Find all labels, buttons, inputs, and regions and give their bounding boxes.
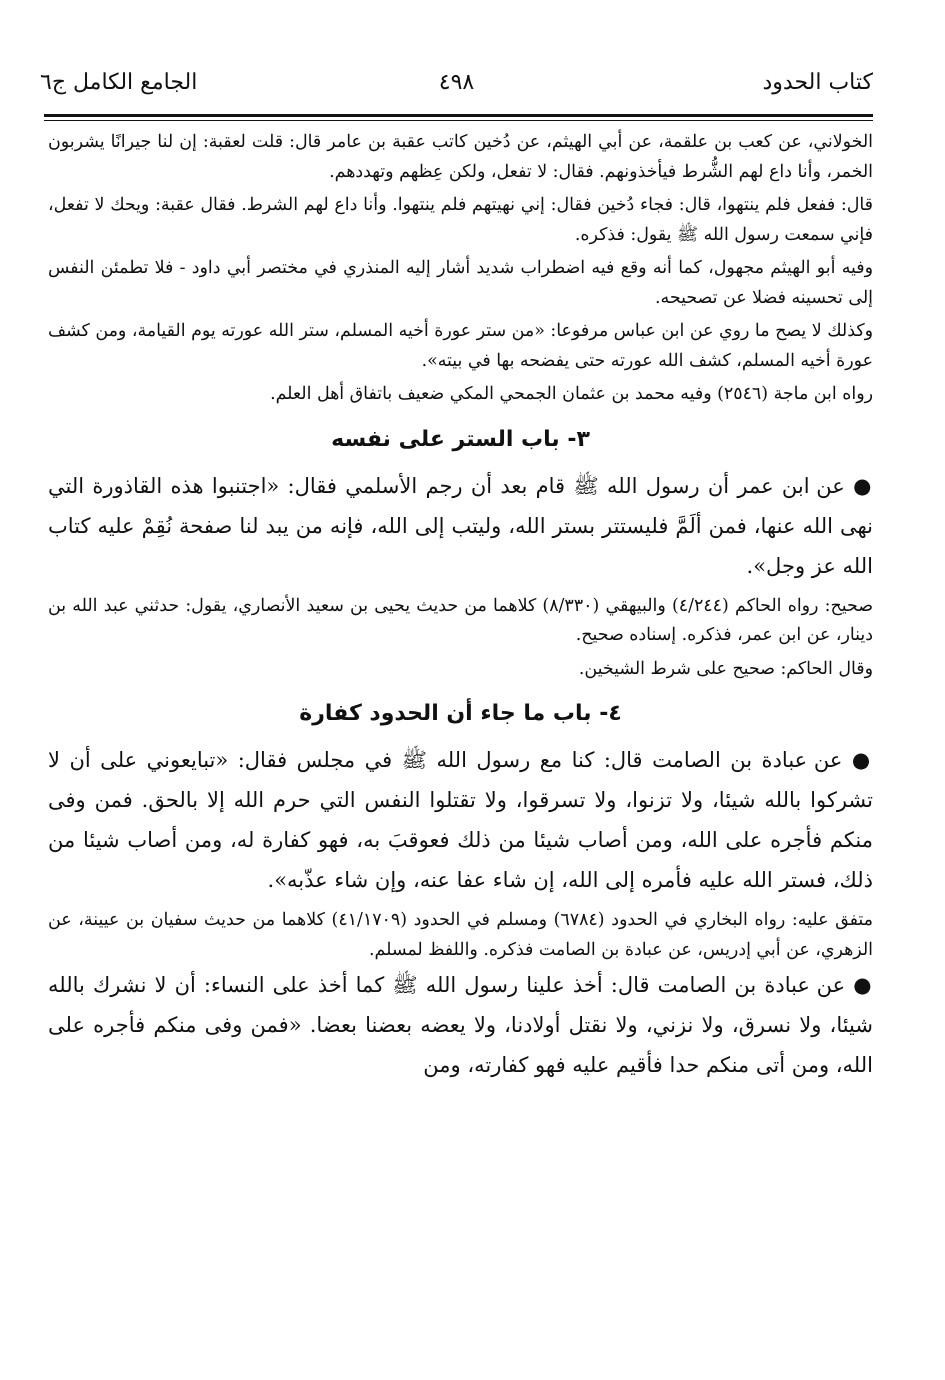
hadith-text: عن ابن عمر أن رسول الله ﷺ قام بعد أن رجم الأسلمي فقال: «اجتنبوا هذه القاذورة التي نهى الله عنها، فمن ألَمَّ فليستتر بستر الله، وليتب إلى الله، فإنه من يبد لنا صفحة نُقِمْ عليه كتاب الله عز وجل». (48, 473, 873, 578)
header-rule-thick (44, 114, 873, 117)
bullet-icon: ● (851, 748, 873, 772)
book-section-title: كتاب الحدود (762, 69, 873, 95)
hadith-ibn-umar (48, 466, 873, 586)
hadith-text: عن عبادة بن الصامت قال: أخذ علينا رسول الله ﷺ كما أخذ على النساء: أن لا نشرك بالله شيئا، ولا نسرق، ولا نزني، ولا نقتل أولادنا، ولا يعضه بعضنا بعضا. «فمن وفى منكم فأجره على الله، ومن أتى منكم حدا فأقيم عليه فهو كفارته، ومن (48, 973, 873, 1077)
paragraph-chain-narration: الخولاني، عن كعب بن علقمة، عن أبي الهيثم، عن دُخين كاتب عقبة بن عامر قال: قلت لعقبة: إن لنا جيرانًا يشربون الخمر، وأنا داع لهم الشُّرط فيأخذونهم. فقال: لا تفعل، ولكن عِظهم وتهددهم. (48, 132, 873, 182)
bullet-icon: ● (853, 473, 874, 498)
paragraph-narration-continued: قال: ففعل فلم ينتهوا، قال: فجاء دُخين فقال: إني نهيتهم فلم ينتهوا. وأنا داع لهم الشرط. فقال عقبة: ويحك لا تفعل، فإني سمعت رسول الله ﷺ يقول: فذكره. (48, 195, 873, 245)
paragraph-ibn-abbas-report: وكذلك لا يصح ما روي عن ابن عباس مرفوعا: «من ستر عورة أخيه المسلم، ستر الله عورته يوم القيامة، ومن كشف عورة أخيه المسلم، كشف الله عورته حتى يفضحه بها في بيته». (48, 321, 873, 371)
paragraph-hakim-comment: وقال الحاكم: صحيح على شرط الشيخين. (578, 658, 873, 679)
bullet-icon: ● (853, 973, 873, 997)
chapter-heading-3: ٣- باب الستر على نفسه (331, 426, 590, 452)
hadith-text: عن عبادة بن الصامت قال: كنا مع رسول الله ﷺ في مجلس فقال: «تبايعوني على أن لا تشركوا بالله شيئا، ولا تزنوا، ولا تسرقوا، ولا تقتلوا النفس التي حرم الله إلا بالحق. فمن وفى منكم فأجره على الله، ومن أصاب شيئا من ذلك فعوقبَ به، فهو كفارة له، ومن أصاب شيئا من ذلك، فستر الله عليه فأمره إلى الله، إن شاء عفا عنه، وإن شاء عذّبه». (48, 748, 873, 892)
hadith-ubada-2 (48, 965, 873, 1085)
page-body (48, 128, 873, 1085)
hadith-ubada-1 (48, 740, 873, 900)
chapter-heading-4: ٤- باب ما جاء أن الحدود كفارة (299, 701, 622, 726)
paragraph-ibn-majah-note: رواه ابن ماجة (٢٥٤٦) وفيه محمد بن عثمان الجمحي المكي ضعيف باتفاق أهل العلم. (270, 384, 873, 404)
running-header (40, 62, 873, 102)
header-rule-thin (44, 120, 873, 121)
paragraph-takhrij-hakim: صحيح: رواه الحاكم (٤/٢٤٤) والبيهقي (٨/٣٣٠) كلاهما من حديث يحيى بن سعيد الأنصاري، يقول: حدثني عبد الله بن دينار، عن ابن عمر، فذكره. إسناده صحيح. (48, 595, 873, 645)
volume-title: الجامع الكامل ج٦ (40, 69, 198, 95)
paragraph-grading-note: وفيه أبو الهيثم مجهول، كما أنه وقع فيه اضطراب شديد أشار إليه المنذري في مختصر أبي داود - فلا تطمئن النفس إلى تحسينه فضلا عن تصحيحه. (48, 258, 873, 308)
paragraph-muttafaq-alayh: متفق عليه: رواه البخاري في الحدود (٦٧٨٤) ومسلم في الحدود (٤١/١٧٠٩) كلاهما من حديث سفيان بن عيينة، عن الزهري، عن أبي إدريس، عن عبادة بن الصامت فذكره. واللفظ لمسلم. (48, 910, 873, 960)
page-number: ٤٩٨ (438, 69, 475, 95)
